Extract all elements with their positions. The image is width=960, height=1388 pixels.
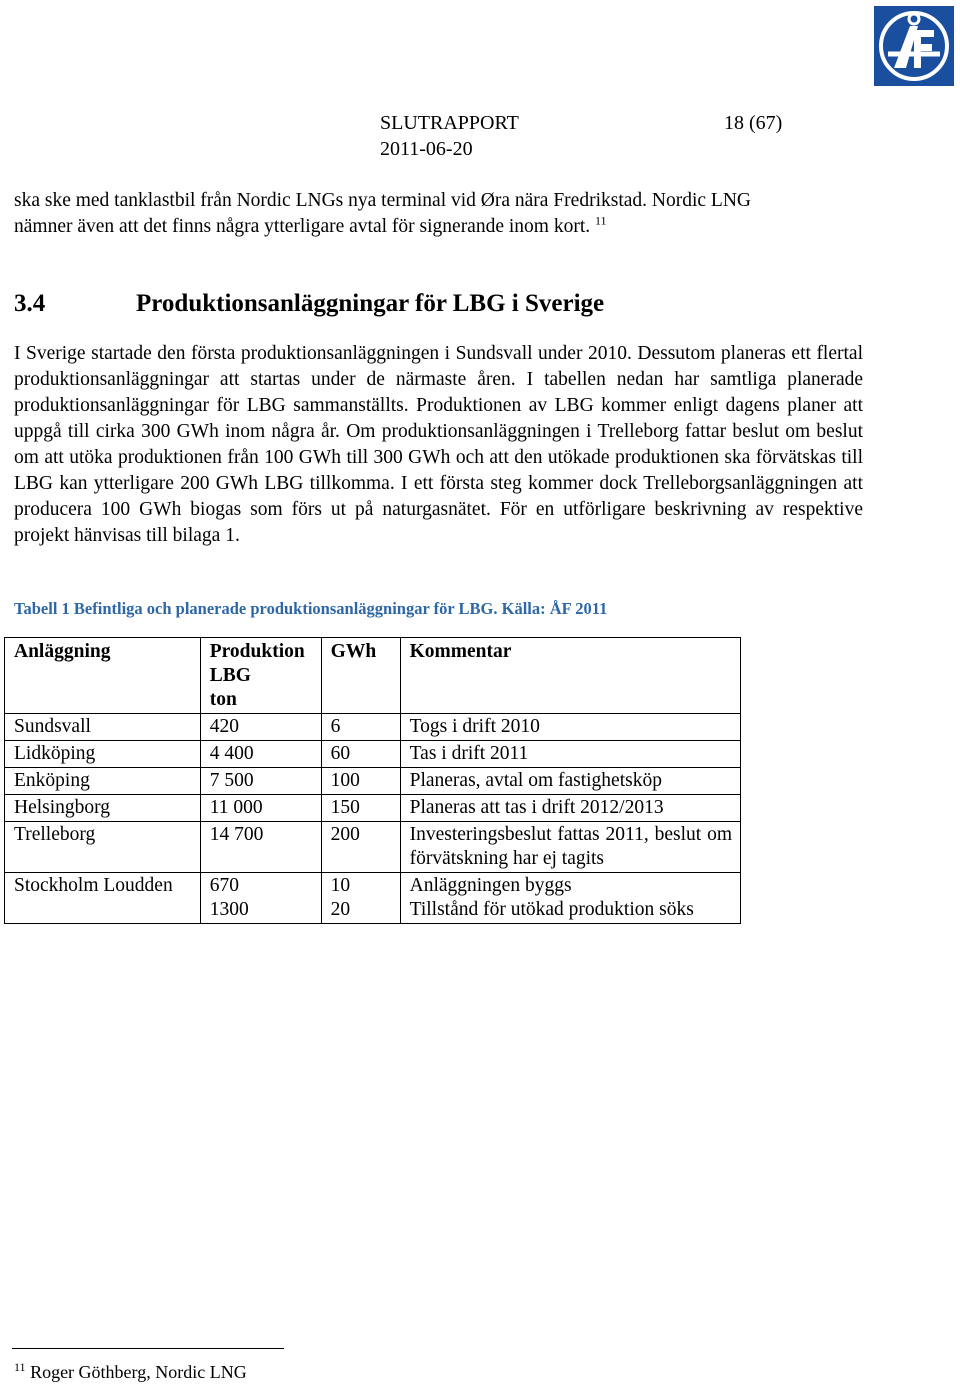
footnote-ref: 11 — [595, 213, 607, 228]
cell-gwh: 100 — [321, 768, 400, 795]
cell-ton: 4 400 — [200, 741, 321, 768]
cell-gwh: 6 — [321, 714, 400, 741]
header-produktion — [200, 638, 321, 714]
table-row — [5, 873, 741, 924]
body-paragraph: I Sverige startade den första produktionsanläggningen i Sundsvall under 2010. Dessutom planeras ett flertal produktionsanläggningar att startas under de närmaste åren. I tabellen nedan har samtliga planerade produktionsanläggningar för LBG sammanställts. Produktionen av LBG kommer enligt dagens planer att uppgå till cirka 300 GWh inom några år. Om produktionsanläggningen i Trelleborg fattar beslut om beslut om att utöka produktionen från 100 GWh till 300 GWh och att den utökade produktionen ska förvätskas till LBG kan ytterligare 200 GWh LBG tillkomma. I ett första steg kommer dock Trelleborgsanläggningen att producera 100 GWh biogas som förs ut på naturgasnätet. För en utförligare beskrivning av respektive projekt hänvisas till bilaga 1. — [14, 343, 863, 546]
section-title: Produktionsanläggningar för LBG i Sverige — [136, 290, 605, 317]
table-row — [5, 741, 741, 768]
cell-name: Stockholm Loudden — [5, 873, 201, 924]
cell-ton-line2: 1300 — [209, 899, 249, 920]
cell-comment-line1: Anläggningen byggs — [409, 875, 572, 896]
cell-gwh: 150 — [321, 795, 400, 822]
table-row — [5, 768, 741, 795]
cell-ton: 14 700 — [200, 822, 321, 873]
intro-line-2: nämner även att det finns några ytterligare avtal för signerande inom kort. $^{11}$ — [14, 213, 607, 237]
cell-ton: 420 — [200, 714, 321, 741]
footnote-text: Roger Göthberg, Nordic LNG — [30, 1362, 247, 1382]
header-produktion-line2: LBG — [209, 665, 251, 686]
cell-gwh-line1: 10 — [330, 875, 351, 896]
cell-gwh: 200 — [321, 822, 400, 873]
cell-name: Sundsvall — [5, 714, 201, 741]
cell-name: Helsingborg — [5, 795, 201, 822]
report-title: SLUTRAPPORT — [380, 112, 519, 134]
header-anlaggning: Anläggning — [5, 638, 201, 714]
section-number: 3.4 — [14, 290, 46, 317]
header-kommentar: Kommentar — [400, 638, 740, 714]
cell-name: Trelleborg — [5, 822, 201, 873]
cell-comment: Tas i drift 2011 — [400, 741, 740, 768]
header-gwh: GWh — [321, 638, 400, 714]
cell-name: Enköping — [5, 768, 201, 795]
cell-ton: 7 500 — [200, 768, 321, 795]
cell-gwh — [321, 873, 400, 924]
cell-gwh: 60 — [321, 741, 400, 768]
cell-ton-line1: 670 — [209, 875, 239, 896]
cell-comment: Planeras, avtal om fastighetsköp — [400, 768, 740, 795]
page-number: 18 (67) — [724, 112, 783, 134]
intro-line-1: ska ske med tanklastbil från Nordic LNGs nya terminal vid Øra nära Fredrikstad. Nordic LNG — [14, 190, 752, 211]
footnote-number: 11 — [14, 1360, 26, 1374]
af-logo-icon — [874, 6, 954, 86]
report-date: 2011-06-20 — [380, 138, 473, 160]
table-row — [5, 714, 741, 741]
table-row — [5, 822, 741, 873]
header-produktion-line1: Produktion — [209, 641, 305, 662]
table-row — [5, 795, 741, 822]
cell-gwh-line2: 20 — [330, 899, 351, 920]
cell-ton: 11 000 — [200, 795, 321, 822]
table-caption: Tabell 1 Befintliga och planerade produktionsanläggningar för LBG. Källa: ÅF 2011 — [14, 599, 608, 618]
cell-comment: Togs i drift 2010 — [400, 714, 740, 741]
footnote-separator — [12, 1348, 284, 1349]
cell-comment — [400, 873, 740, 924]
cell-comment-line2: Tillstånd för utökad produktion söks — [409, 899, 694, 920]
cell-comment: Planeras att tas i drift 2012/2013 — [400, 795, 740, 822]
footnote — [14, 1360, 247, 1384]
cell-ton — [200, 873, 321, 924]
cell-name: Lidköping — [5, 741, 201, 768]
lbg-table — [4, 637, 741, 924]
cell-comment: Investeringsbeslut fattas 2011, beslut om förvätskning har ej tagits — [400, 822, 740, 873]
table-header-row — [5, 638, 741, 714]
header-produktion-line3: ton — [209, 689, 237, 710]
